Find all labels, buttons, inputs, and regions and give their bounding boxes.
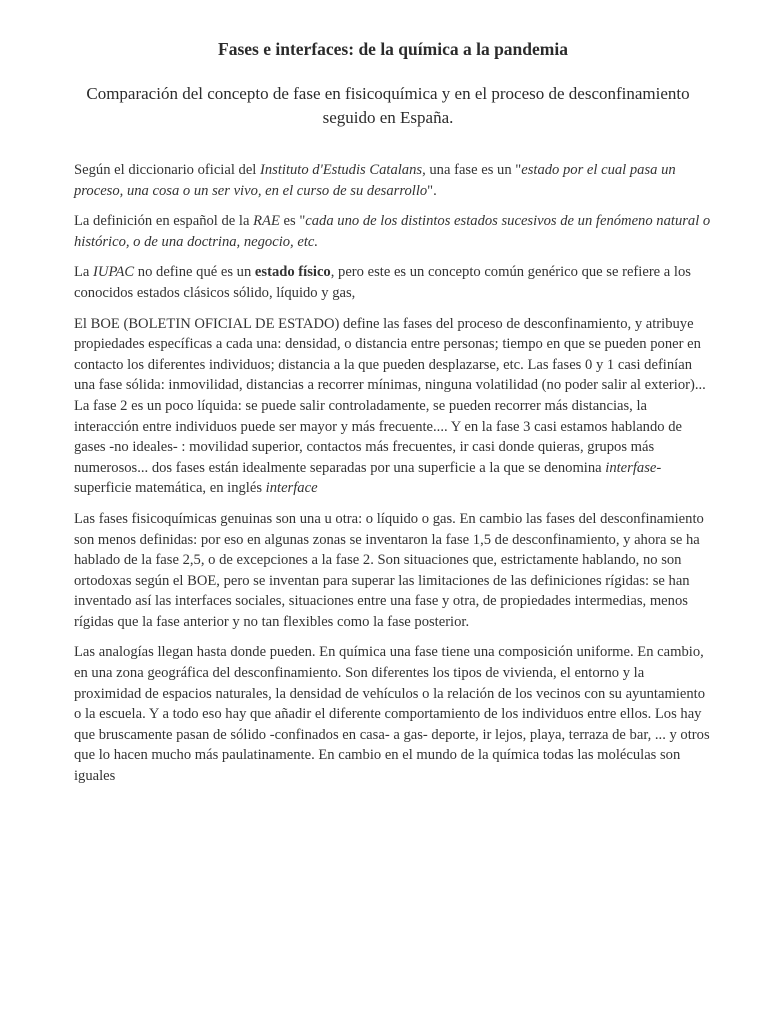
text-run-italic: RAE — [253, 213, 280, 230]
text-run: La — [74, 264, 94, 281]
paragraph-analogies: Las analogías llegan hasta donde pueden. En química una fase tiene una composición uniforme. En cambio, en una zona geográfica del desconfinamiento. Son diferentes los tipos de vivienda, el entorno y la proximidad de espacios naturales, la densidad de vehículos o la relación de los vecinos con su ayuntamiento o la escuela. Y a todo eso hay que añadir el diferente comportamiento de los individuos entre ellos. Los hay que bruscamente pasan de sólido -confinados en casa- a gas- deporte, ir lejos, playa, terraza de bar, ... y otros que lo hacen mucho más paulatinamente. En cambio en el mundo de la química todas las moléculas son iguales — [74, 644, 710, 785]
text-run-italic: estado por el cual pasa un proceso, una cosa o un ser vivo, en el curso de su desarrollo — [74, 162, 676, 199]
text-run-italic: interfase — [605, 459, 657, 476]
paragraph-iec-definition — [74, 160, 712, 201]
text-run: -superficie matemática, en inglés — [74, 459, 662, 497]
text-run: , una fase es un " — [422, 162, 522, 178]
text-run-bold: estado físico — [254, 264, 331, 281]
paragraph-interfaces: Las fases fisicoquímicas genuinas son una u otra: o líquido o gas. En cambio las fases del desconfinamiento son menos definidas: por eso en algunas zonas se inventaron la fase 1,5 de desconfinamiento, y ahora se ha hablado de la fase 2,5, o de excepciones a la fase 2. Son situaciones que, estrictamente hablando, no son ortodoxas según el BOE, pero se inventan para superar las limitaciones de las definiciones rígidas: se han inventado así las interfaces sociales, situaciones entre una fase y otra, de propiedades intermedias, menos rígidas que la fase anterior y no tan flexibles como la fase posterior. — [74, 510, 704, 630]
text-run-italic: IUPAC — [93, 264, 135, 281]
page-title: Fases e interfaces: de la química a la pandemia — [218, 39, 568, 59]
text-run: El BOE (BOLETIN OFICIAL DE ESTADO) define las fases del proceso de desconfinamiento, y atribuye propiedades específicas a cada una: densidad, o distancia entre personas; tiempo en que se pueden poner en contacto los diferentes individuos; distancia a la que pueden desplazarse, etc. Las fases 0 y 1 casi definían una fase sólida: inmovilidad, distancias a recorrer mínimas, ninguna volatilidad (no poder salir al exterior)... La fase 2 es un poco líquida: se puede salir controladamente, se pueden recorrer más distancias, la interacción entre individuos puede ser mayor y más frecuente.... Y en la fase 3 casi estamos hablando de gases -no ideales- : movilidad superior, contactos más frecuentes, ir casi donde quieras, grupos más numerosos... dos fases están idealmente separadas por una superficie a la que se denomina — [74, 315, 706, 476]
text-run: ". — [427, 182, 437, 199]
page-subtitle: Comparación del concepto de fase en fisicoquímica y en el proceso de desconfinamiento seguido en España. — [86, 84, 690, 127]
text-run-italic: cada uno de los distintos estados sucesivos de un fenómeno natural o histórico, o de una doctrina, negocio, etc. — [74, 213, 711, 250]
text-run-italic: Instituto d'Estudis Catalans — [260, 162, 423, 178]
text-run-italic: interface — [265, 480, 318, 497]
paragraph-boe-phases — [74, 314, 712, 499]
text-run: Según el diccionario oficial del — [74, 162, 261, 178]
paragraph-rae-definition — [74, 211, 712, 252]
text-run: no define qué es un — [134, 264, 255, 281]
text-run: , pero este es un concepto común genérico que se refiere a los conocidos estados clásicos sólido, líquido y gas, — [74, 264, 691, 301]
paragraph-iupac — [74, 262, 712, 303]
text-run: es " — [279, 213, 306, 230]
text-run: La definición en español de la — [74, 213, 254, 230]
